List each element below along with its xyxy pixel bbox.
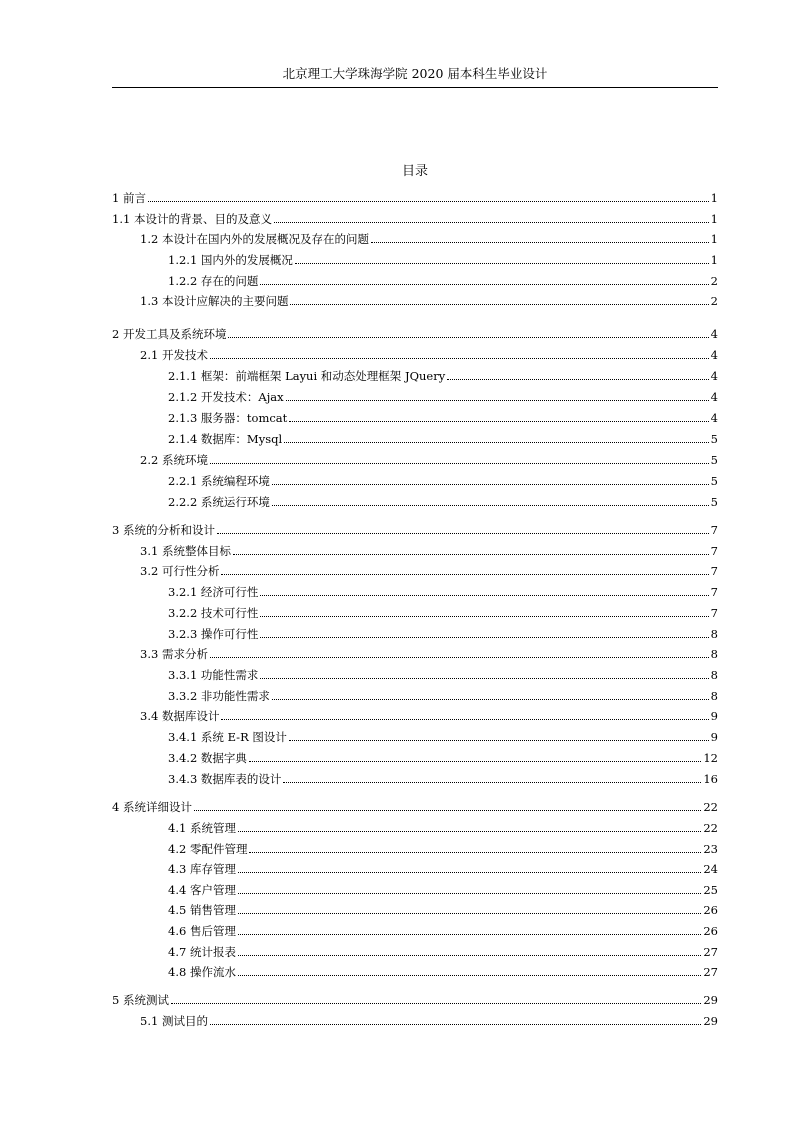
toc-entry-title: 2.1.4 数据库：Mysql <box>168 432 283 446</box>
toc-leader-dots <box>238 872 701 873</box>
toc-leader-dots <box>260 595 708 596</box>
toc-entry-title: 1.1 本设计的背景、目的及意义 <box>112 212 272 226</box>
toc-entry-title: 3.1 系统整体目标 <box>140 544 231 558</box>
toc-entry[interactable] <box>168 861 718 877</box>
toc-leader-dots <box>371 242 709 243</box>
toc-entry-page: 23 <box>703 842 718 856</box>
toc-leader-dots <box>233 554 709 555</box>
toc-leader-dots <box>221 574 708 575</box>
toc-entry-page: 1 <box>710 191 718 205</box>
toc-title: 目录 <box>401 164 428 179</box>
toc-entry-title: 4.2 零配件管理 <box>168 842 248 856</box>
toc-entry[interactable] <box>112 326 718 342</box>
toc-leader-dots <box>283 782 701 783</box>
toc-entry-page: 4 <box>710 369 718 383</box>
toc-leader-dots <box>272 484 709 485</box>
toc-entry-page: 4 <box>710 327 718 341</box>
toc-entry-page: 4 <box>710 348 718 362</box>
toc-leader-dots <box>238 975 701 976</box>
toc-entry-title: 4.7 统计报表 <box>168 945 236 959</box>
toc-leader-dots <box>217 533 709 534</box>
toc-leader-dots <box>249 852 701 853</box>
toc-entry-title: 3.4 数据库设计 <box>140 709 220 723</box>
toc-leader-dots <box>295 263 709 264</box>
toc-leader-dots <box>148 201 709 202</box>
toc-entry-title: 2 开发工具及系统环境 <box>112 327 227 341</box>
toc-entry-title: 2.1.1 框架：前端框架 Layui 和动态处理框架 JQuery <box>168 369 446 383</box>
toc-entry-page: 29 <box>703 993 718 1007</box>
toc-entry-title: 4.5 销售管理 <box>168 903 236 917</box>
toc-entry[interactable] <box>140 347 718 363</box>
toc-entry-page: 1 <box>710 212 718 226</box>
toc-entry-title: 2.2.1 系统编程环境 <box>168 474 270 488</box>
toc-entry[interactable] <box>168 368 718 384</box>
toc-leader-dots <box>286 400 709 401</box>
toc-entry-title: 2.2 系统环境 <box>140 453 208 467</box>
toc-entry-title: 3 系统的分析和设计 <box>112 523 215 537</box>
toc-entry-title: 4.1 系统管理 <box>168 821 236 835</box>
toc-entry-page: 12 <box>703 751 718 765</box>
toc-entry[interactable] <box>168 750 718 766</box>
toc-entry[interactable] <box>168 771 718 787</box>
toc-leader-dots <box>210 657 709 658</box>
toc-entry-title: 1.2 本设计在国内外的发展概况及存在的问题 <box>140 232 369 246</box>
toc-entry[interactable] <box>140 563 718 579</box>
toc-leader-dots <box>274 222 709 223</box>
toc-entry[interactable] <box>168 626 718 642</box>
toc-entry[interactable] <box>168 667 718 683</box>
toc-leader-dots <box>228 337 708 338</box>
toc-leader-dots <box>289 421 708 422</box>
toc-entry-title: 3.3.1 功能性需求 <box>168 668 259 682</box>
toc-entry[interactable] <box>168 841 718 857</box>
toc-entry[interactable] <box>112 799 718 815</box>
toc-leader-dots <box>290 304 708 305</box>
toc-leader-dots <box>260 616 708 617</box>
toc-entry-page: 7 <box>710 606 718 620</box>
toc-leader-dots <box>210 1024 701 1025</box>
toc-entry-page: 8 <box>710 627 718 641</box>
toc-entry[interactable] <box>168 964 718 980</box>
toc-entry-title: 3.2 可行性分析 <box>140 564 220 578</box>
toc-entry[interactable] <box>168 584 718 600</box>
toc-entry[interactable] <box>168 273 718 289</box>
toc-leader-dots <box>289 740 709 741</box>
toc-entry[interactable] <box>112 211 718 227</box>
toc-entry[interactable] <box>168 944 718 960</box>
toc-entry[interactable] <box>168 494 718 510</box>
toc-entry-title: 2.1.2 开发技术：Ajax <box>168 390 284 404</box>
toc-entry-page: 8 <box>710 689 718 703</box>
toc-entry-page: 26 <box>703 903 718 917</box>
toc-entry-title: 1 前言 <box>112 191 146 205</box>
toc-entry[interactable] <box>168 882 718 898</box>
toc-entry[interactable] <box>140 231 718 247</box>
toc-entry-page: 27 <box>703 945 718 959</box>
toc-entry-page: 24 <box>703 862 718 876</box>
toc-leader-dots <box>221 719 708 720</box>
toc-leader-dots <box>171 1003 701 1004</box>
toc-entry-page: 16 <box>703 772 718 786</box>
toc-entry-page: 7 <box>710 564 718 578</box>
toc-entry-page: 4 <box>710 411 718 425</box>
toc-leader-dots <box>238 955 701 956</box>
toc-entry-page: 7 <box>710 585 718 599</box>
toc-entry[interactable] <box>168 389 718 405</box>
toc-leader-dots <box>210 358 709 359</box>
toc-leader-dots <box>272 505 709 506</box>
toc-leader-dots <box>238 913 701 914</box>
toc-entry[interactable] <box>140 452 718 468</box>
toc-entry[interactable] <box>168 902 718 918</box>
toc-entry-title: 4.6 售后管理 <box>168 924 236 938</box>
toc-entry-title: 1.2.1 国内外的发展概况 <box>168 253 293 267</box>
toc-entry[interactable] <box>168 473 718 489</box>
toc-entry[interactable] <box>112 992 718 1008</box>
toc-entry[interactable] <box>168 252 718 268</box>
toc-entry[interactable] <box>168 820 718 836</box>
toc-entry-page: 5 <box>710 453 718 467</box>
toc-entry-title: 4 系统详细设计 <box>112 800 192 814</box>
toc-entry-page: 25 <box>703 883 718 897</box>
toc-entry-title: 3.4.2 数据字典 <box>168 751 247 765</box>
toc-entry[interactable] <box>168 431 718 447</box>
toc-entry-page: 9 <box>710 709 718 723</box>
toc-entry-page: 8 <box>710 647 718 661</box>
toc-leader-dots <box>272 699 709 700</box>
toc-entry[interactable] <box>112 522 718 538</box>
toc-entry-page: 22 <box>703 821 718 835</box>
toc-entry-title: 3.3.2 非功能性需求 <box>168 689 270 703</box>
toc-entry-page: 7 <box>710 544 718 558</box>
toc-entry[interactable] <box>168 923 718 939</box>
toc-leader-dots <box>238 831 701 832</box>
toc-entry-page: 9 <box>710 730 718 744</box>
toc-entry-title: 4.4 客户管理 <box>168 883 236 897</box>
toc-entry-title: 3.4.3 数据库表的设计 <box>168 772 282 786</box>
toc-leader-dots <box>194 810 701 811</box>
toc-entry[interactable] <box>140 646 718 662</box>
toc-entry-title: 5.1 测试目的 <box>140 1014 208 1028</box>
toc-entry-title: 2.1.3 服务器：tomcat <box>168 411 288 425</box>
toc-entry-page: 1 <box>710 232 718 246</box>
toc-leader-dots <box>210 463 709 464</box>
toc-entry-title: 5 系统测试 <box>112 993 169 1007</box>
toc-entry[interactable] <box>140 1013 718 1029</box>
toc-entry[interactable] <box>168 729 718 745</box>
toc-leader-dots <box>238 893 701 894</box>
toc-entry-page: 29 <box>703 1014 718 1028</box>
toc-leader-dots <box>447 379 708 380</box>
toc-leader-dots <box>238 934 701 935</box>
toc-entry-page: 26 <box>703 924 718 938</box>
toc-entry-title: 3.2.3 操作可行性 <box>168 627 259 641</box>
toc-entry[interactable] <box>168 410 718 426</box>
toc-entry[interactable] <box>140 543 718 559</box>
toc-entry-page: 8 <box>710 668 718 682</box>
toc-entry-page: 5 <box>710 432 718 446</box>
toc-entry-title: 2.2.2 系统运行环境 <box>168 495 270 509</box>
toc-leader-dots <box>260 678 708 679</box>
toc-leader-dots <box>249 761 701 762</box>
toc-entry-title: 2.1 开发技术 <box>140 348 208 362</box>
toc-entry-title: 4.8 操作流水 <box>168 965 236 979</box>
toc-entry-page: 5 <box>710 495 718 509</box>
toc-entry-title: 4.3 库存管理 <box>168 862 236 876</box>
toc-entry-title: 1.3 本设计应解决的主要问题 <box>140 294 289 308</box>
header-divider <box>112 87 718 88</box>
toc-entry-title: 3.3 需求分析 <box>140 647 208 661</box>
toc-entry-title: 3.4.1 系统 E-R 图设计 <box>168 730 287 744</box>
toc-entry-page: 2 <box>710 274 718 288</box>
toc-entry[interactable] <box>168 605 718 621</box>
toc-entry-page: 7 <box>710 523 718 537</box>
toc-entry-page: 5 <box>710 474 718 488</box>
toc-entry-page: 27 <box>703 965 718 979</box>
page-header: 北京理工大学珠海学院 2020 届本科生毕业设计 <box>282 66 548 81</box>
toc-leader-dots <box>260 284 708 285</box>
toc-entry[interactable] <box>140 293 718 309</box>
toc-entry[interactable] <box>112 190 718 206</box>
toc-entry-page: 1 <box>710 253 718 267</box>
toc-entry[interactable] <box>168 688 718 704</box>
toc-entry-page: 2 <box>710 294 718 308</box>
toc-entry[interactable] <box>140 708 718 724</box>
toc-entry-page: 22 <box>703 800 718 814</box>
toc-leader-dots <box>260 637 708 638</box>
toc-leader-dots <box>284 442 709 443</box>
toc-entry-title: 3.2.2 技术可行性 <box>168 606 259 620</box>
toc-entry-page: 4 <box>710 390 718 404</box>
toc-entry-title: 1.2.2 存在的问题 <box>168 274 259 288</box>
toc-entry-title: 3.2.1 经济可行性 <box>168 585 259 599</box>
